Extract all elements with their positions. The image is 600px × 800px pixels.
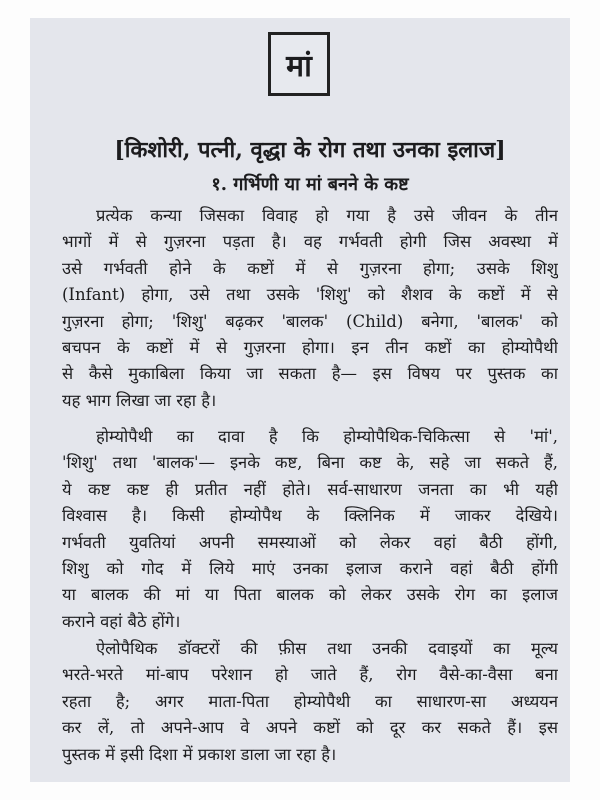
text-line: शिशु को गोद में लिये माएं उनका इलाज कराने वहां बैठी होंगी	[62, 558, 558, 578]
chapter-title: मां	[286, 48, 312, 84]
text-line: प्रत्येक कन्या जिसका विवाह हो गया है उसे जीवन के तीन	[96, 206, 558, 225]
text-line: ये कष्ट कष्ट ही प्रतीत नहीं होते। सर्व-साधारण जनता का भी यही	[62, 479, 558, 499]
text-line: कराने वहां बैठे होंगे।	[62, 611, 181, 631]
chapter-title-box	[268, 32, 330, 96]
text-line: गुज़रना होगा; 'शिशु' बढ़कर 'बालक' (Child) बनेगा, 'बालक' को	[62, 311, 558, 331]
text-line: ऐलोपैथिक डॉक्टरों की फ़ीस तथा उनकी दवाइयों का मूल्य	[96, 639, 558, 658]
text-line: विश्वास है। किसी होम्योपैथ के क्लिनिक में जाकर देखिये।	[62, 506, 558, 526]
section-heading: [किशोरी, पत्नी, वृद्धा के रोग तथा उनका इलाज]	[114, 137, 506, 163]
chapter-heading: १. गर्भिणी या मां बनने के कष्ट	[211, 174, 409, 195]
text-line: गर्भवती युवतियां अपनी समस्याओं को लेकर वहां बैठी होंगी,	[62, 532, 558, 552]
text-line: रहता है; अगर माता-पिता होम्योपैथी का साधारण-सा अध्ययन	[62, 691, 558, 711]
text-line: कर लें, तो अपने-आप वे अपने कष्टों को दूर कर सकते हैं। इस	[62, 718, 558, 738]
text-line: से कैसे मुकाबिला किया जा सकता है— इस विषय पर पुस्तक का	[62, 364, 558, 384]
text-line: या बालक की मां या पिता बालक को लेकर उसके रोग का इलाज	[62, 585, 558, 605]
paragraph-3	[62, 636, 558, 768]
paragraph-1	[62, 203, 558, 414]
text-line: 'शिशु' तथा 'बालक'— इनके कष्ट, बिना कष्ट के, सहे जा सकते हैं,	[62, 453, 558, 473]
text-line: उसे गर्भवती होने के कष्टों में से गुज़रना होगा; उसके शिशु	[62, 258, 558, 278]
text-line: होम्योपैथी का दावा है कि होम्योपैथिक-चिकित्सा से 'मां',	[96, 427, 558, 446]
text-line: भरते-भरते मां-बाप परेशान हो जाते हैं, रोग वैसे-का-वैसा बना	[62, 665, 558, 685]
text-line: पुस्तक में इसी दिशा में प्रकाश डाला जा रहा है।	[62, 744, 337, 764]
text-line: भागों में से गुज़रना पड़ता है। वह गर्भवती होगी जिस अवस्था में	[62, 232, 558, 252]
text-line: यह भाग लिखा जा रहा है।	[62, 390, 217, 410]
text-line: बचपन के कष्टों में से गुज़रना होगा। इन तीन कष्टों का होम्योपैथी	[62, 337, 558, 357]
text-line: (Infant) होगा, उसे तथा उसके 'शिशु' को शैशव के कष्टों में से	[62, 285, 558, 305]
paragraph-2	[62, 424, 558, 635]
